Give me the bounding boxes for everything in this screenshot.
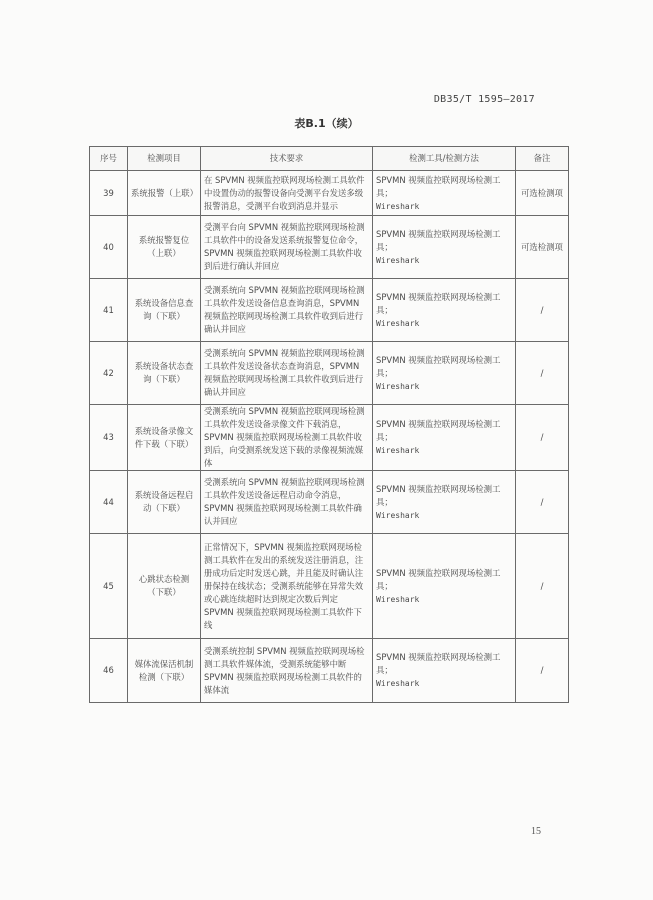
row-no: 43 (90, 405, 128, 471)
standard-code: DB35/T 1595—2017 (433, 94, 535, 105)
row-tool-secondary: Wireshark (376, 255, 420, 265)
row-item: 媒体流保活机制检测（下联） (128, 639, 201, 703)
row-item: 系统设备状态查询（下联） (128, 342, 201, 405)
row-tool (373, 639, 516, 703)
header-remark: 备注 (516, 147, 569, 171)
row-requirement: 受测系统向 SPVMN 视频监控联网现场检测工具软件发送设备信息查询消息，SPVMN 视频监控联网现场检测工具软件收到后进行确认并回应 (201, 279, 373, 342)
header-requirement: 技术要求 (201, 147, 373, 171)
table-row (90, 471, 569, 534)
row-tool (373, 342, 516, 405)
page-number: 15 (531, 826, 541, 837)
row-item: 系统报警（上联） (128, 171, 201, 216)
row-tool (373, 471, 516, 534)
row-tool (373, 171, 516, 216)
row-item: 系统设备信息查询（下联） (128, 279, 201, 342)
row-no: 46 (90, 639, 128, 703)
row-tool-secondary: Wireshark (376, 446, 420, 455)
row-tool-name: SPVMN 视频监控联网现场检测工具； (376, 354, 501, 378)
row-no: 39 (90, 171, 128, 216)
row-no: 45 (90, 534, 128, 639)
header-no: 序号 (90, 147, 128, 171)
row-tool-name: SPVMN 视频监控联网现场检测工具； (376, 228, 501, 252)
row-remark: / (516, 342, 569, 405)
row-tool-name: SPVMN 视频监控联网现场检测工具； (376, 174, 501, 198)
table-row (90, 279, 569, 342)
row-tool-name: SPVMN 视频监控联网现场检测工具； (376, 567, 501, 591)
row-remark: / (516, 279, 569, 342)
row-tool-secondary: Wireshark (376, 679, 420, 688)
row-tool-secondary: Wireshark (376, 201, 420, 211)
row-remark: / (516, 405, 569, 471)
row-requirement: 正常情况下，SPVMN 视频监控联网现场检测工具软件在发出的系统发送注册消息，注册成功后定时发送心跳，并且能及时确认注册保持在线状态；受测系统能够在异常失效或心跳连续超时达到规定次数后判定 SPVMN 视频监控联网现场检测工具软件下线 (201, 534, 373, 639)
row-remark: / (516, 471, 569, 534)
row-remark: / (516, 534, 569, 639)
row-tool (373, 534, 516, 639)
row-tool (373, 216, 516, 279)
row-item: 系统报警复位（上联） (128, 216, 201, 279)
row-tool (373, 405, 516, 471)
row-requirement: 受测系统向 SPVMN 视频监控联网现场检测工具软件发送设备状态查询消息，SPVMN 视频监控联网现场检测工具软件收到后进行确认并回应 (201, 342, 373, 405)
row-no: 44 (90, 471, 128, 534)
row-item: 心跳状态检测（下联） (128, 534, 201, 639)
row-remark: 可选检测项 (516, 171, 569, 216)
table-row (90, 534, 569, 639)
row-item: 系统设备远程启动（下联） (128, 471, 201, 534)
row-requirement: 受测系统向 SPVMN 视频监控联网现场检测工具软件发送设备录像文件下载消息，SPVMN 视频监控联网现场检测工具软件收到后，向受测系统发送下载的录像视频流媒体 (201, 405, 373, 471)
row-no: 40 (90, 216, 128, 279)
table-row (90, 405, 569, 471)
row-tool-name: SPVMN 视频监控联网现场检测工具； (376, 483, 501, 507)
row-requirement: 受测系统控制 SPVMN 视频监控联网现场检测工具软件媒体流，受测系统能够中断 SPVMN 视频监控联网现场检测工具软件的媒体流 (201, 639, 373, 703)
row-tool-secondary: Wireshark (376, 510, 420, 520)
row-tool-name: SPVMN 视频监控联网现场检测工具； (376, 291, 501, 315)
row-tool-secondary: Wireshark (376, 381, 420, 391)
table-header-row (90, 147, 569, 171)
table-row (90, 171, 569, 216)
row-tool (373, 279, 516, 342)
header-item: 检测项目 (128, 147, 201, 171)
header-tool: 检测工具/检测方法 (373, 147, 516, 171)
table-row (90, 639, 569, 703)
table-row (90, 342, 569, 405)
row-remark: 可选检测项 (516, 216, 569, 279)
row-item: 系统设备录像文件下载（下联） (128, 405, 201, 471)
row-requirement: 受测平台向 SPVMN 视频监控联网现场检测工具软件中的设备发送系统报警复位命令，SPVMN 视频监控联网现场检测工具软件收到后进行确认并回应 (201, 216, 373, 279)
row-no: 41 (90, 279, 128, 342)
specification-table (89, 146, 569, 703)
table-row (90, 216, 569, 279)
table-caption: 表B.1（续） (294, 117, 359, 130)
row-tool-name: SPVMN 视频监控联网现场检测工具； (376, 419, 501, 442)
row-requirement: 在 SPVMN 视频监控联网现场检测工具软件中设置伪动的报警设备向受测平台发送多级报警消息，受测平台收到消息并显示 (201, 171, 373, 216)
row-no: 42 (90, 342, 128, 405)
row-tool-name: SPVMN 视频监控联网现场检测工具； (376, 652, 501, 675)
row-tool-secondary: Wireshark (376, 594, 420, 604)
row-requirement: 受测系统向 SPVMN 视频监控联网现场检测工具软件发送设备远程启动命令消息，SPVMN 视频监控联网现场检测工具软件确认并回应 (201, 471, 373, 534)
row-remark: / (516, 639, 569, 703)
row-tool-secondary: Wireshark (376, 318, 420, 328)
